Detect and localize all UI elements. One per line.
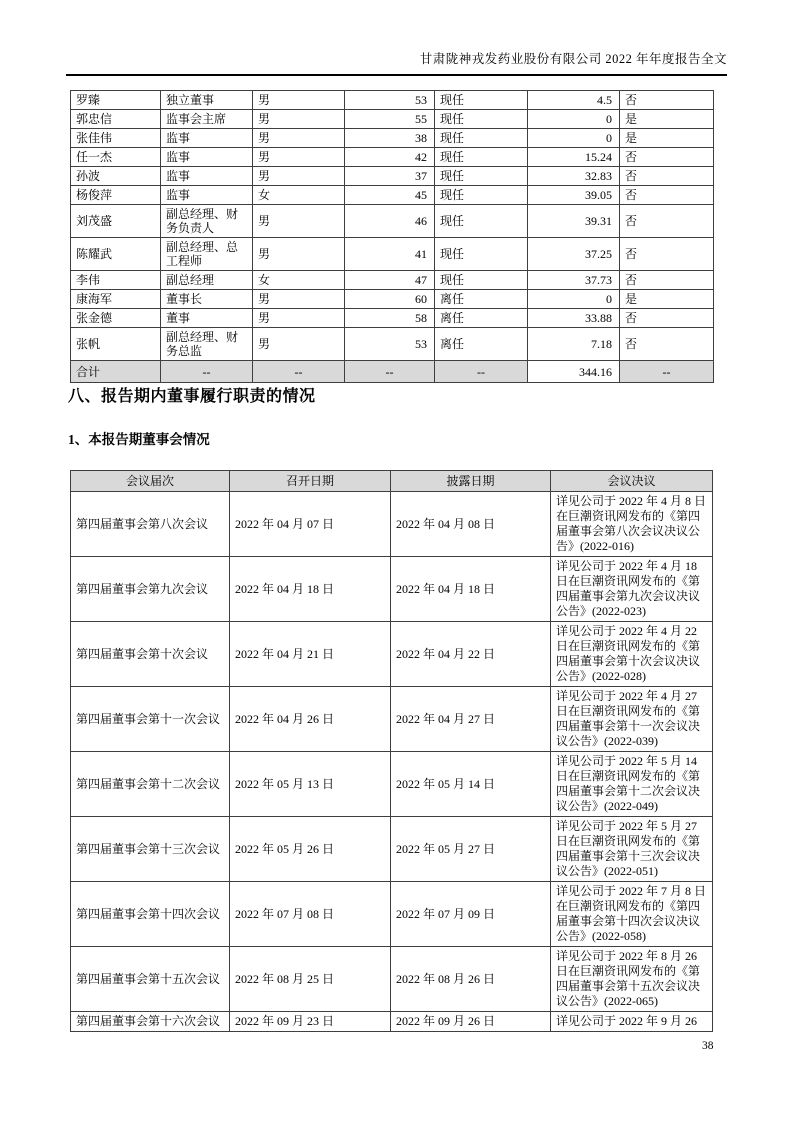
resolution-cell: 详见公司于 2022 年 4 月 18 日在巨潮资讯网发布的《第四届董事会第九次会议决议公告》(2022-023) [551, 557, 713, 622]
compensation-cell: 15.24 [528, 148, 620, 167]
personnel-row [71, 129, 714, 148]
meeting-row [71, 557, 713, 622]
related-party-cell: 是 [620, 110, 714, 129]
related-party-cell: 否 [620, 148, 714, 167]
name-cell: 张帆 [71, 328, 161, 361]
resolution-cell: 详见公司于 2022 年 8 月 26 日在巨潮资讯网发布的《第四届董事会第十五次会议决议公告》(2022-065) [551, 947, 713, 1012]
name-cell: 张佳伟 [71, 129, 161, 148]
name-cell: 康海军 [71, 290, 161, 309]
position-cell: 独立董事 [161, 91, 253, 110]
meeting-row [71, 492, 713, 557]
disclosed-date-cell: 2022 年 09 月 26 日 [391, 1012, 551, 1032]
total-dash-cell: -- [620, 361, 714, 383]
page-number: 38 [702, 1040, 714, 1052]
name-cell: 张金德 [71, 309, 161, 328]
resolution-cell: 详见公司于 2022 年 7 月 8 日在巨潮资讯网发布的《第四届董事会第十四次会议决议公告》(2022-058) [551, 882, 713, 947]
related-party-cell: 是 [620, 129, 714, 148]
related-party-cell: 否 [620, 328, 714, 361]
gender-cell: 男 [253, 148, 345, 167]
position-cell: 副总经理、财务负责人 [161, 205, 253, 238]
compensation-cell: 4.5 [528, 91, 620, 110]
resolution-cell: 详见公司于 2022 年 4 月 8 日在巨潮资讯网发布的《第四届董事会第八次会议决议公告》(2022-016) [551, 492, 713, 557]
meeting-row [71, 687, 713, 752]
held-date-cell: 2022 年 05 月 13 日 [230, 752, 391, 817]
age-cell: 55 [345, 110, 435, 129]
age-cell: 53 [345, 328, 435, 361]
compensation-cell: 39.31 [528, 205, 620, 238]
gender-cell: 男 [253, 328, 345, 361]
compensation-cell: 39.05 [528, 186, 620, 205]
compensation-cell: 0 [528, 110, 620, 129]
meeting-row [71, 882, 713, 947]
personnel-row [71, 110, 714, 129]
meeting-row [71, 752, 713, 817]
gender-cell: 男 [253, 129, 345, 148]
age-cell: 41 [345, 238, 435, 271]
gender-cell: 男 [253, 238, 345, 271]
name-cell: 郭忠信 [71, 110, 161, 129]
position-cell: 监事会主席 [161, 110, 253, 129]
disclosed-date-cell: 2022 年 07 月 09 日 [391, 882, 551, 947]
status-cell: 离任 [435, 328, 528, 361]
total-dash-cell: -- [253, 361, 345, 383]
status-cell: 现任 [435, 110, 528, 129]
personnel-row [71, 309, 714, 328]
held-date-cell: 2022 年 04 月 26 日 [230, 687, 391, 752]
age-cell: 47 [345, 271, 435, 290]
age-cell: 60 [345, 290, 435, 309]
personnel-row [71, 91, 714, 110]
gender-cell: 男 [253, 91, 345, 110]
session-header-cell: 会议届次 [71, 471, 230, 492]
session-cell: 第四届董事会第十五次会议 [71, 947, 230, 1012]
compensation-cell: 33.88 [528, 309, 620, 328]
gender-cell: 男 [253, 290, 345, 309]
header-rule [66, 74, 727, 76]
total-dash-cell: -- [161, 361, 253, 383]
report-header-title: 甘肃陇神戎发药业股份有限公司 2022 年年度报告全文 [419, 52, 727, 66]
age-cell: 38 [345, 129, 435, 148]
held-date-cell: 2022 年 04 月 21 日 [230, 622, 391, 687]
meetings-table [70, 470, 713, 1032]
disclosed-date-cell: 2022 年 04 月 18 日 [391, 557, 551, 622]
status-cell: 现任 [435, 271, 528, 290]
session-cell: 第四届董事会第十三次会议 [71, 817, 230, 882]
section-heading: 八、报告期内董事履行职责的情况 [68, 388, 316, 405]
personnel-row [71, 290, 714, 309]
name-cell: 杨俊萍 [71, 186, 161, 205]
position-cell: 副总经理、总工程师 [161, 238, 253, 271]
disclosed-date-cell: 2022 年 05 月 14 日 [391, 752, 551, 817]
name-cell: 李伟 [71, 271, 161, 290]
gender-cell: 女 [253, 186, 345, 205]
resolution-header-cell: 会议决议 [551, 471, 713, 492]
session-cell: 第四届董事会第十次会议 [71, 622, 230, 687]
compensation-cell: 32.83 [528, 167, 620, 186]
total-compensation-cell: 344.16 [528, 361, 620, 383]
sub-heading: 1、本报告期董事会情况 [68, 432, 210, 447]
compensation-cell: 0 [528, 129, 620, 148]
session-cell: 第四届董事会第八次会议 [71, 492, 230, 557]
disclosed-date-cell: 2022 年 04 月 08 日 [391, 492, 551, 557]
meeting-row [71, 622, 713, 687]
personnel-row [71, 328, 714, 361]
age-cell: 53 [345, 91, 435, 110]
meeting-row [71, 817, 713, 882]
total-row [71, 361, 714, 383]
position-cell: 董事长 [161, 290, 253, 309]
disclosed-date-cell: 2022 年 04 月 22 日 [391, 622, 551, 687]
position-cell: 监事 [161, 167, 253, 186]
held-date-cell: 2022 年 04 月 07 日 [230, 492, 391, 557]
session-cell: 第四届董事会第十六次会议 [71, 1012, 230, 1032]
meetings-header-row [71, 471, 713, 492]
related-party-cell: 否 [620, 186, 714, 205]
gender-cell: 女 [253, 271, 345, 290]
session-cell: 第四届董事会第十四次会议 [71, 882, 230, 947]
compensation-cell: 7.18 [528, 328, 620, 361]
personnel-row [71, 186, 714, 205]
related-party-cell: 是 [620, 290, 714, 309]
personnel-row [71, 238, 714, 271]
position-cell: 副总经理 [161, 271, 253, 290]
meeting-row [71, 947, 713, 1012]
resolution-cell: 详见公司于 2022 年 4 月 27 日在巨潮资讯网发布的《第四届董事会第十一次会议决议公告》(2022-039) [551, 687, 713, 752]
session-cell: 第四届董事会第十一次会议 [71, 687, 230, 752]
status-cell: 现任 [435, 205, 528, 238]
compensation-cell: 37.25 [528, 238, 620, 271]
position-cell: 董事 [161, 309, 253, 328]
related-party-cell: 否 [620, 309, 714, 328]
held-date-cell: 2022 年 04 月 18 日 [230, 557, 391, 622]
meeting-row [71, 1012, 713, 1032]
status-cell: 离任 [435, 290, 528, 309]
personnel-table [70, 90, 714, 383]
name-cell: 任一杰 [71, 148, 161, 167]
name-cell: 陈耀武 [71, 238, 161, 271]
gender-cell: 男 [253, 309, 345, 328]
age-cell: 42 [345, 148, 435, 167]
resolution-cell: 详见公司于 2022 年 9 月 26 [551, 1012, 713, 1032]
compensation-cell: 0 [528, 290, 620, 309]
position-cell: 副总经理、财务总监 [161, 328, 253, 361]
personnel-row [71, 205, 714, 238]
resolution-cell: 详见公司于 2022 年 5 月 14 日在巨潮资讯网发布的《第四届董事会第十二次会议决议公告》(2022-049) [551, 752, 713, 817]
gender-cell: 男 [253, 167, 345, 186]
resolution-cell: 详见公司于 2022 年 4 月 22 日在巨潮资讯网发布的《第四届董事会第十次会议决议公告》(2022-028) [551, 622, 713, 687]
name-cell: 孙波 [71, 167, 161, 186]
related-party-cell: 否 [620, 238, 714, 271]
name-cell: 罗臻 [71, 91, 161, 110]
personnel-row [71, 148, 714, 167]
disclosed-date-header-cell: 披露日期 [391, 471, 551, 492]
held-date-cell: 2022 年 08 月 25 日 [230, 947, 391, 1012]
resolution-cell: 详见公司于 2022 年 5 月 27 日在巨潮资讯网发布的《第四届董事会第十三次会议决议公告》(2022-051) [551, 817, 713, 882]
age-cell: 58 [345, 309, 435, 328]
held-date-cell: 2022 年 07 月 08 日 [230, 882, 391, 947]
position-cell: 监事 [161, 148, 253, 167]
related-party-cell: 否 [620, 167, 714, 186]
disclosed-date-cell: 2022 年 05 月 27 日 [391, 817, 551, 882]
status-cell: 现任 [435, 129, 528, 148]
related-party-cell: 否 [620, 91, 714, 110]
personnel-row [71, 167, 714, 186]
status-cell: 现任 [435, 238, 528, 271]
personnel-row [71, 271, 714, 290]
status-cell: 现任 [435, 167, 528, 186]
position-cell: 监事 [161, 129, 253, 148]
position-cell: 监事 [161, 186, 253, 205]
held-date-header-cell: 召开日期 [230, 471, 391, 492]
status-cell: 离任 [435, 309, 528, 328]
related-party-cell: 否 [620, 271, 714, 290]
status-cell: 现任 [435, 91, 528, 110]
held-date-cell: 2022 年 09 月 23 日 [230, 1012, 391, 1032]
related-party-cell: 否 [620, 205, 714, 238]
status-cell: 现任 [435, 148, 528, 167]
gender-cell: 男 [253, 110, 345, 129]
total-dash-cell: -- [435, 361, 528, 383]
status-cell: 现任 [435, 186, 528, 205]
disclosed-date-cell: 2022 年 04 月 27 日 [391, 687, 551, 752]
compensation-cell: 37.73 [528, 271, 620, 290]
gender-cell: 男 [253, 205, 345, 238]
age-cell: 45 [345, 186, 435, 205]
disclosed-date-cell: 2022 年 08 月 26 日 [391, 947, 551, 1012]
age-cell: 37 [345, 167, 435, 186]
age-cell: 46 [345, 205, 435, 238]
name-cell: 刘茂盛 [71, 205, 161, 238]
held-date-cell: 2022 年 05 月 26 日 [230, 817, 391, 882]
total-dash-cell: -- [345, 361, 435, 383]
session-cell: 第四届董事会第九次会议 [71, 557, 230, 622]
total-label-cell: 合计 [71, 361, 161, 383]
session-cell: 第四届董事会第十二次会议 [71, 752, 230, 817]
